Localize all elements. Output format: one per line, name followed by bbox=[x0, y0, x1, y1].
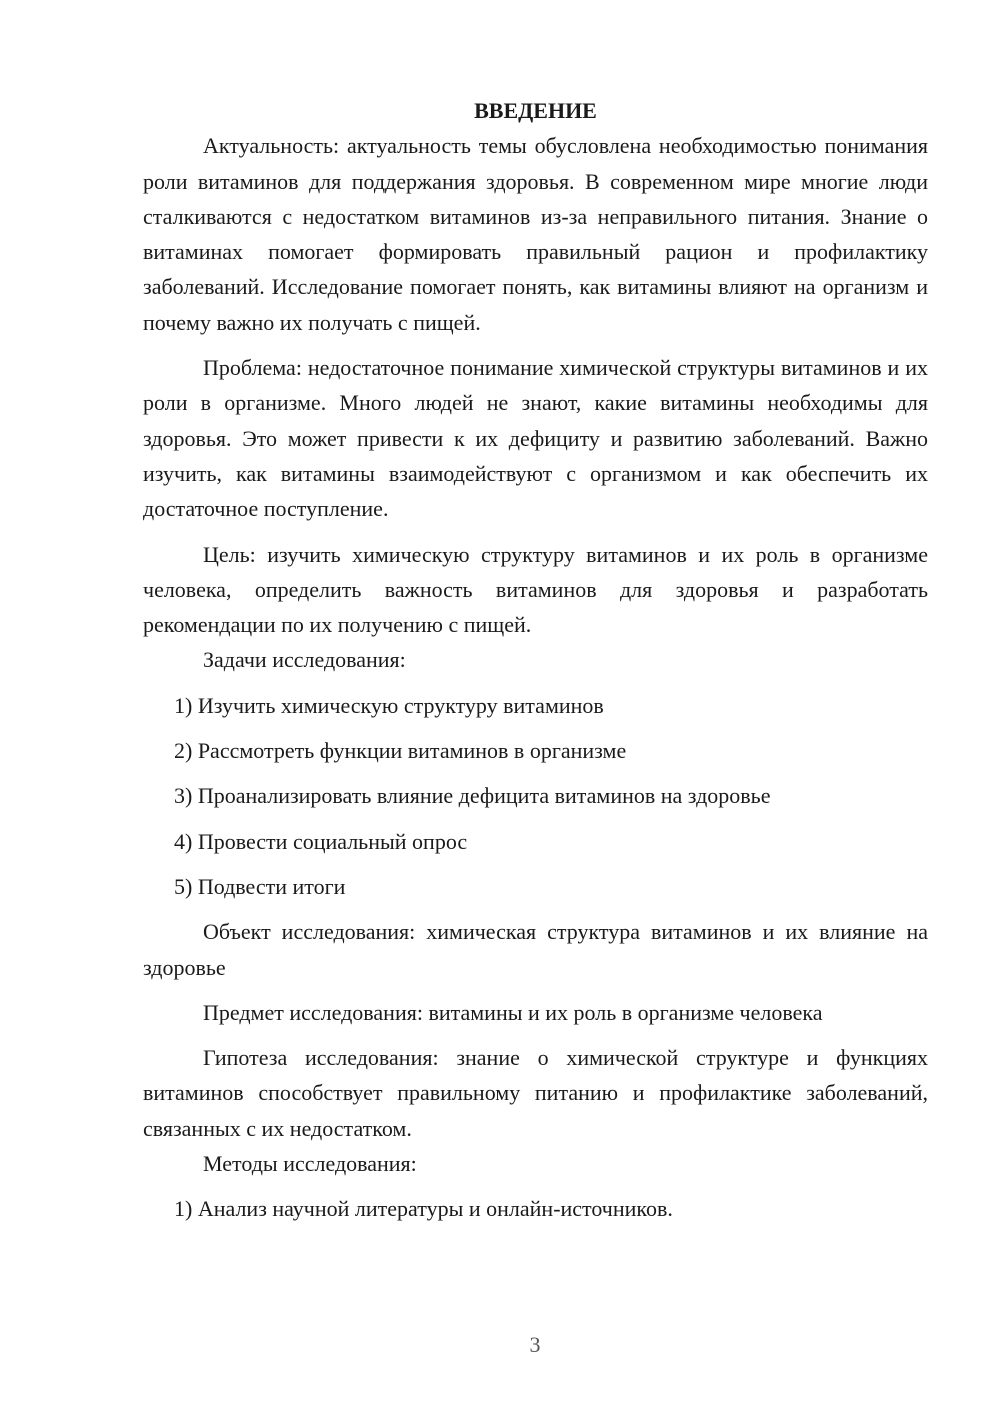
object-paragraph: Объект исследования: химическая структура витаминов и их влияние на здоровье bbox=[143, 919, 928, 980]
task-item-4: 4) Провести социальный опрос bbox=[174, 828, 468, 854]
task-item-2: 2) Рассмотреть функции витаминов в организме bbox=[174, 738, 627, 764]
methods-heading: Методы исследования: bbox=[203, 1151, 417, 1177]
document-body bbox=[143, 93, 928, 1227]
task-item-3: 3) Проанализировать влияние дефицита витаминов на здоровье bbox=[174, 783, 771, 809]
section-title: ВВЕДЕНИЕ bbox=[474, 98, 597, 123]
page-number: 3 bbox=[529, 1332, 541, 1357]
goal-paragraph: Цель: изучить химическую структуру витаминов и их роль в организме человека, определить важность витаминов для здоровья и разработать рекомендации по их получению с пищей. bbox=[143, 541, 928, 638]
method-item-1: 1) Анализ научной литературы и онлайн-источников. bbox=[174, 1196, 673, 1222]
problem-paragraph: Проблема: недостаточное понимание химической структуры витаминов и их роли в организме. Много людей не знают, какие витамины необходимы для здоровья. Это может привести к их дефициту и развитию заболеваний. Важно изучить, как витамины взаимодействуют с организмом и как обеспечить их достаточное поступление. bbox=[143, 355, 928, 522]
hypothesis-paragraph: Гипотеза исследования: знание о химической структуре и функциях витаминов способствует правильному питанию и профилактике заболеваний, связанных с их недостатком. bbox=[143, 1045, 928, 1141]
subject-paragraph: Предмет исследования: витамины и их роль в организме человека bbox=[203, 999, 823, 1025]
task-item-5: 5) Подвести итоги bbox=[174, 873, 346, 899]
tasks-heading: Задачи исследования: bbox=[203, 647, 406, 673]
relevance-paragraph: Актуальность: актуальность темы обусловлена необходимостью понимания роли витаминов для поддержания здоровья. В современном мире многие люди сталкиваются с недостатком витаминов из-за неправильного питания. Знание о витаминах помогает формировать правильный рацион и профилактику заболеваний. Исследование помогает понять, как витамины влияют на организм и почему важно их получать с пищей. bbox=[143, 133, 928, 335]
task-item-1: 1) Изучить химическую структуру витаминов bbox=[174, 692, 604, 718]
